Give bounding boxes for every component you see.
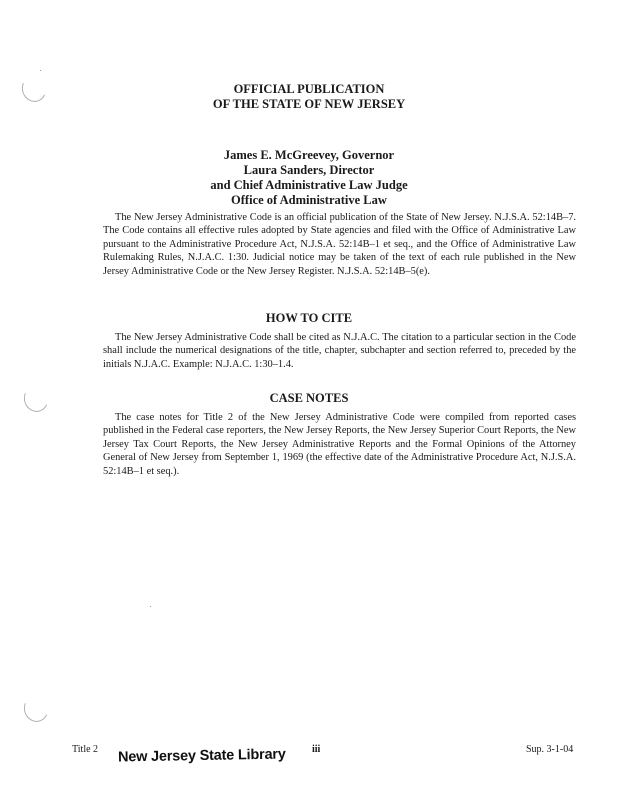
governor-line: James E. McGreevey, Governor	[223, 148, 395, 162]
director-line: Laura Sanders, Director	[243, 163, 375, 177]
judge-line: and Chief Administrative Law Judge	[210, 178, 408, 192]
scan-speck	[150, 606, 151, 607]
page-number: iii	[312, 744, 321, 755]
office-line: Office of Administrative Law	[231, 193, 387, 207]
library-stamp: New Jersey State Library	[117, 746, 286, 766]
case-notes-paragraph: The case notes for Title 2 of the New Jersey Administrative Code were compiled from reported cases published in the Federal case reporters, the New Jersey Reports, the New Jersey Superior Court Reports, the New Jersey Tax Court Reports, the New Jersey Administrative Reports and the Formal Opinions of the Attorney General of New Jersey from September 1, 1969 (the effective date of the Administrative Procedure Act, N.J.S.A. 52:14B–1 et seq.).	[103, 412, 576, 477]
how-to-cite-paragraph: The New Jersey Administrative Code shall be cited as N.J.A.C. The citation to a particular section in the Code shall include the numerical designations of the title, chapter, subchapter and section referred to, preceded by the initials N.J.A.C. Example: N.J.A.C. 1:30–1.4.	[103, 332, 576, 370]
publication-title-line2: OF THE STATE OF NEW JERSEY	[212, 97, 406, 111]
publication-title	[0, 82, 618, 112]
publication-title-line1: OFFICIAL PUBLICATION	[233, 82, 385, 96]
scan-speck	[40, 70, 41, 71]
case-notes-heading: CASE NOTES	[269, 391, 349, 405]
how-to-cite-heading: HOW TO CITE	[265, 311, 353, 325]
supplement-date: Sup. 3-1-04	[526, 744, 574, 755]
intro-paragraph: The New Jersey Administrative Code is an official publication of the State of New Jersey. N.J.S.A. 52:14B–7. The Code contains all effective rules adopted by State agencies and filed with the Office of Administrative Law pursuant to the Administrative Procedure Act, N.J.S.A. 52:14B–1 et seq., and the Office of Administrative Law Rulemaking Rules, N.J.A.C. 1:30. Judicial notice may be taken of the text of each rule published in the New Jersey Administrative Code or the New Jersey Register. N.J.S.A. 52:14B–5(e).	[103, 212, 576, 277]
punch-hole-bottom	[20, 693, 51, 726]
officials-block	[0, 148, 618, 208]
footer-title: Title 2	[72, 744, 99, 755]
